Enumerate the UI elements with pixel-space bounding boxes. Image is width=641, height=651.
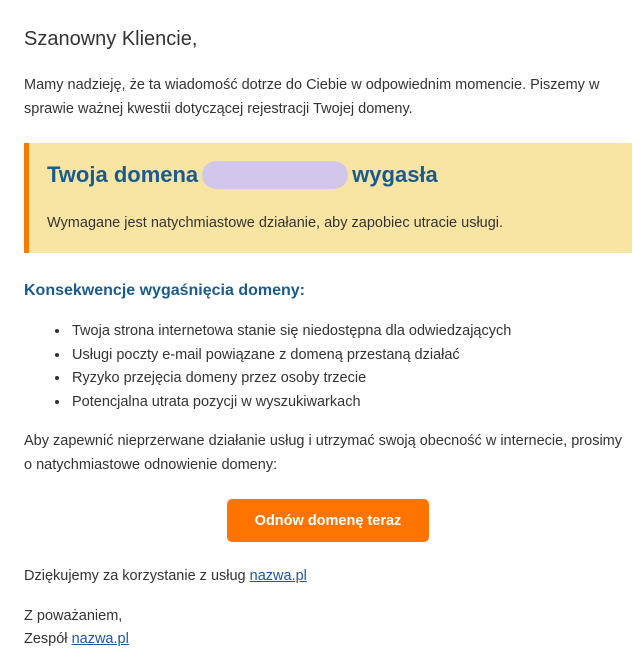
list-item: • Ryzyko przejęcia domeny przez osoby trzecie <box>70 367 511 391</box>
signoff-team: Zespół <box>24 631 72 647</box>
expiry-alert-box <box>24 143 632 253</box>
renew-domain-button[interactable]: Odnów domenę teraz <box>227 499 429 542</box>
closing-paragraph: Aby zapewnić nieprzerwane działanie usług i utrzymać swoją obecność w internecie, prosimy o natychmiastowe odnowienie domeny: <box>24 433 623 473</box>
alert-title-prefix: Twoja domena <box>47 162 199 187</box>
list-item: • Potencjalna utrata pozycji w wyszukiwarkach <box>70 391 511 415</box>
alert-title-suffix: wygasła <box>352 162 438 187</box>
signoff <box>24 605 129 651</box>
consequences-heading: Konsekwencje wygaśnięcia domeny: <box>24 282 305 299</box>
signoff-link[interactable]: nazwa.pl <box>71 631 129 647</box>
greeting: Szanowny Kliencie, <box>24 28 198 50</box>
list-item: • Usługi poczty e-mail powiązane z domeną przestaną działać <box>70 344 511 368</box>
consequences-list <box>42 320 511 414</box>
redacted-domain <box>202 161 348 189</box>
thanks-text: Dziękujemy za korzystanie z usług <box>24 568 250 584</box>
thanks-line <box>24 568 307 584</box>
thanks-link[interactable]: nazwa.pl <box>249 568 307 584</box>
signoff-line: Z poważaniem, <box>24 608 123 624</box>
intro-paragraph: Mamy nadzieję, że ta wiadomość dotrze do Ciebie w odpowiednim momencie. Piszemy w sprawie ważnej kwestii dotyczącej rejestracji Twojej domeny. <box>24 77 600 117</box>
alert-title <box>47 161 438 189</box>
list-item: • Twoja strona internetowa stanie się niedostępna dla odwiedzających <box>70 320 511 344</box>
alert-text: Wymagane jest natychmiastowe działanie, aby zapobiec utracie usługi. <box>47 215 504 231</box>
